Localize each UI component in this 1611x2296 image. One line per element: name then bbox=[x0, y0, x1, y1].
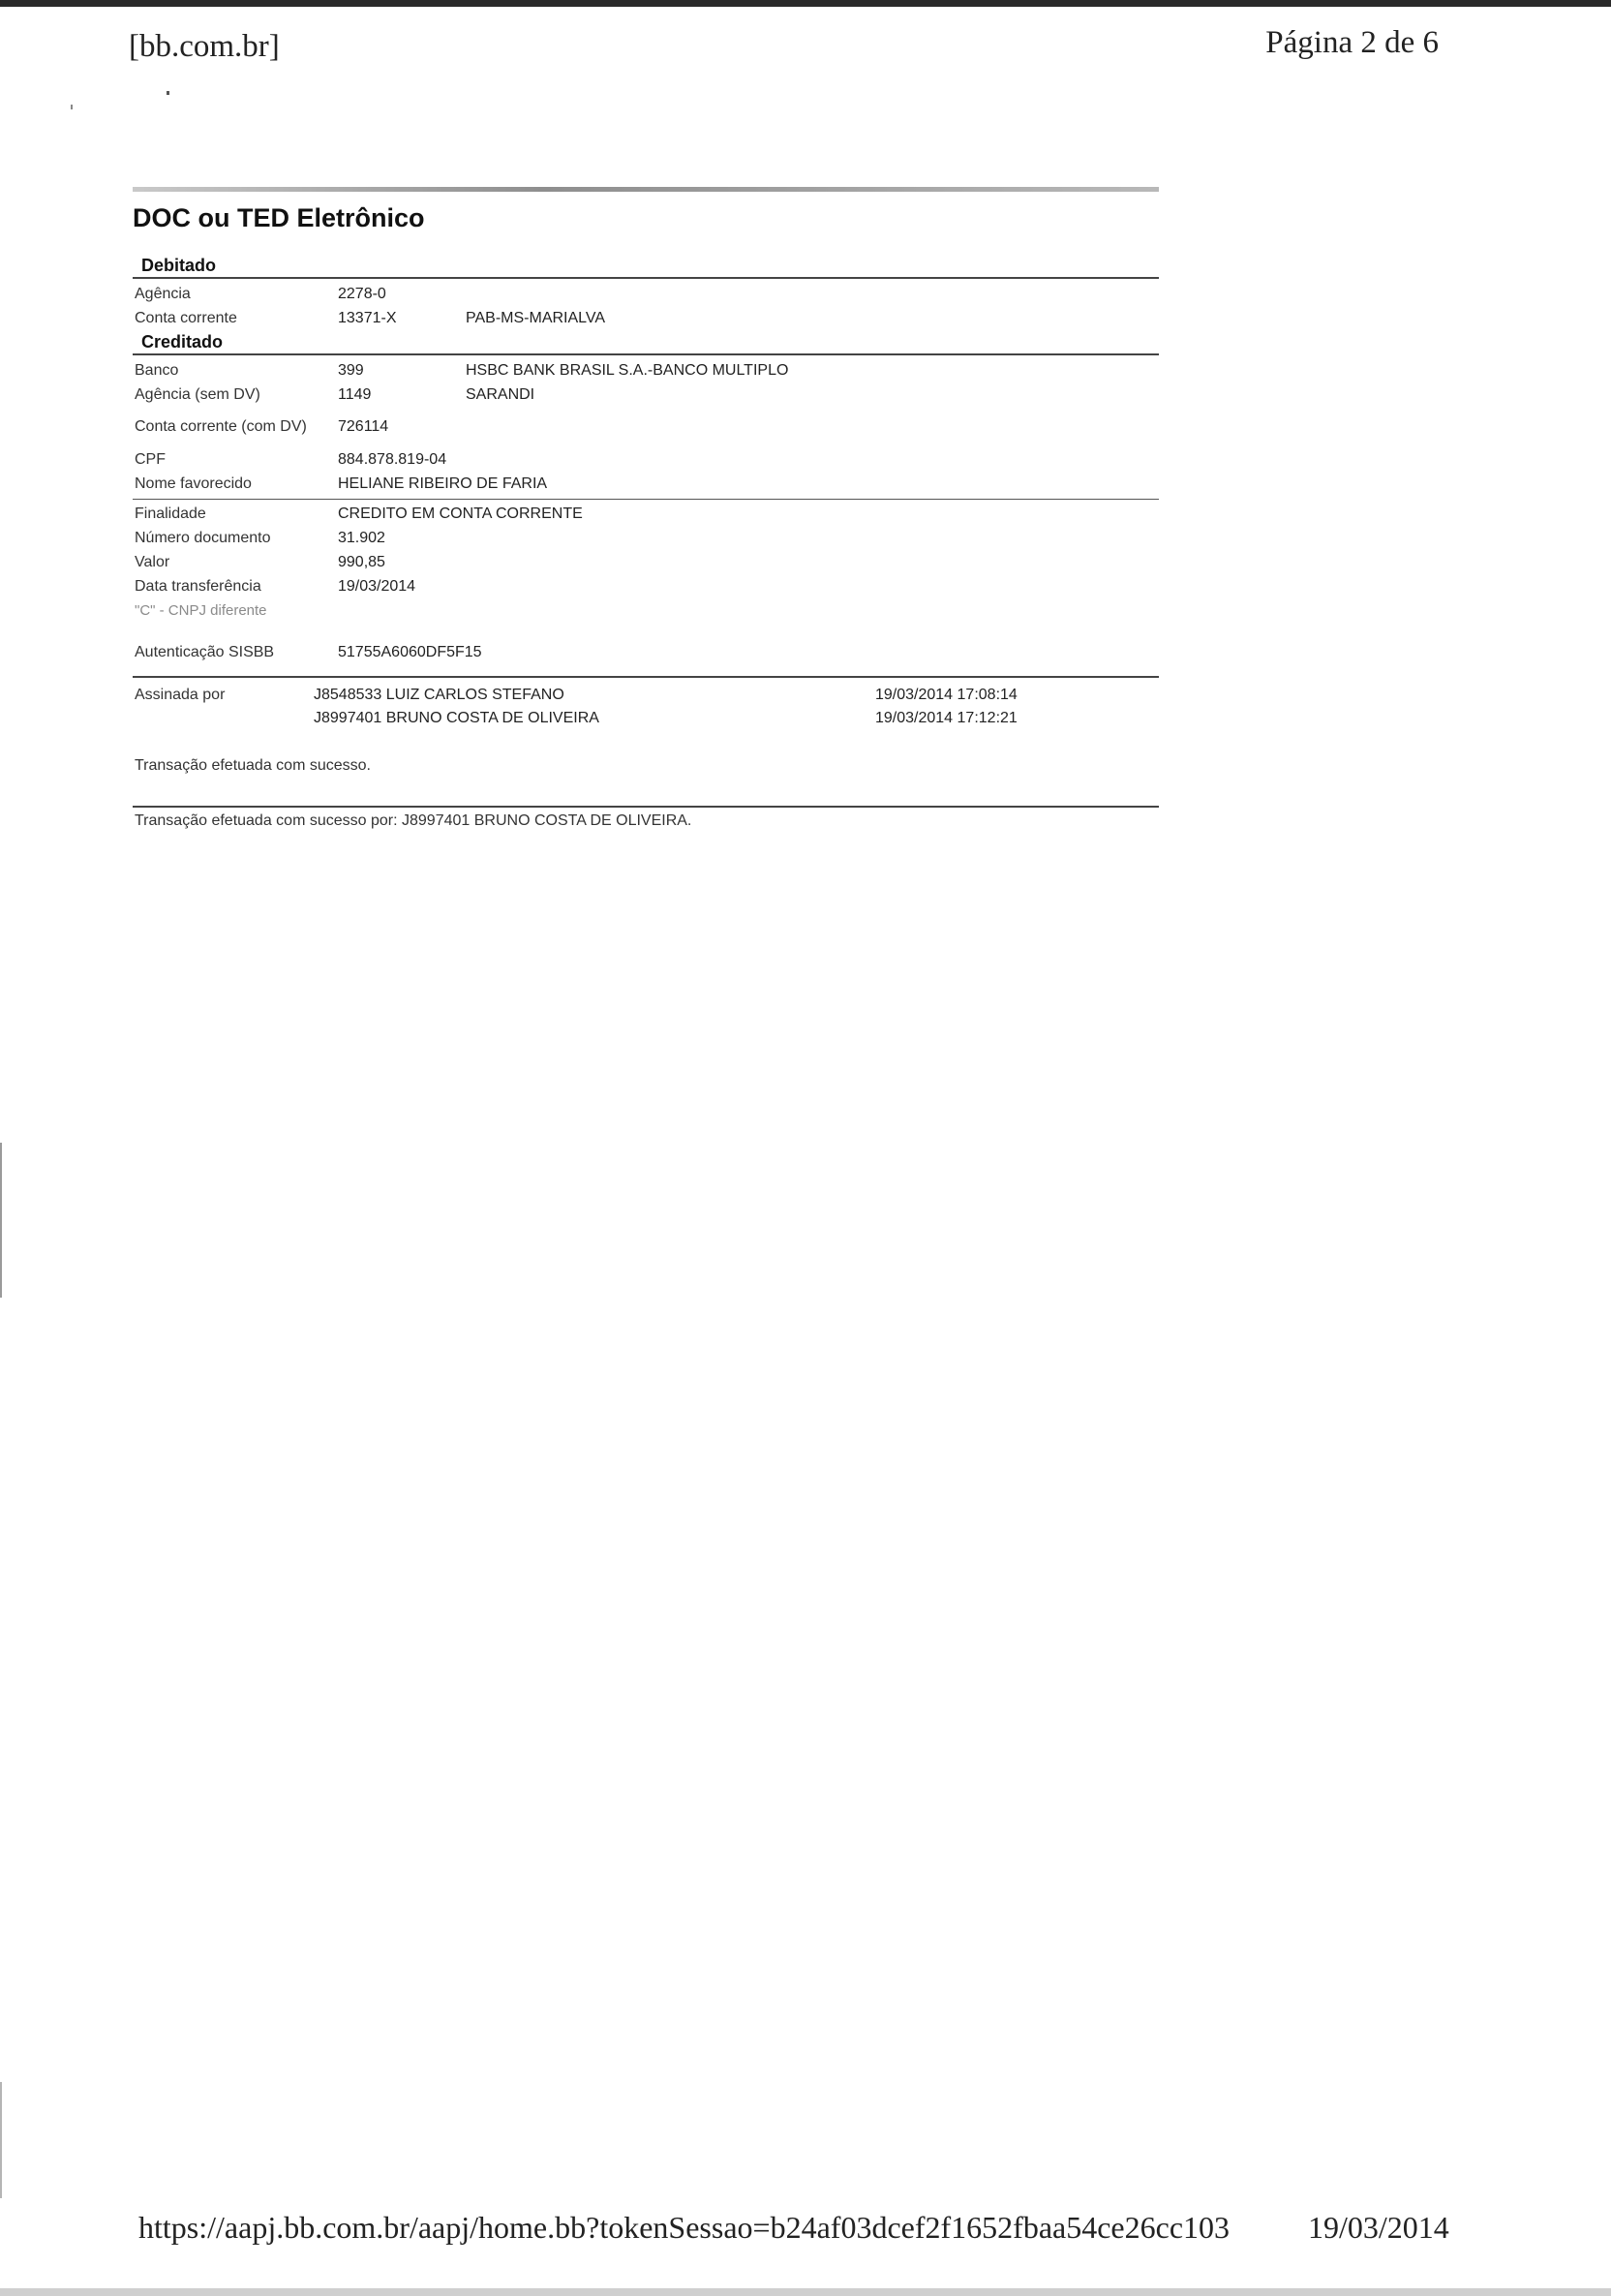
print-footer-url: https://aapj.bb.com.br/aapj/home.bb?tokenSessao=b24af03dcef2f1652fbaa54ce26cc103 bbox=[138, 2210, 1231, 2245]
signer-name: J8997401 BRUNO COSTA DE OLIVEIRA bbox=[314, 710, 599, 726]
scan-edge-mark bbox=[0, 1143, 2, 1298]
field-value: 19/03/2014 bbox=[338, 577, 416, 595]
print-header-site: [bb.com.br] bbox=[129, 29, 280, 64]
section-rule bbox=[133, 806, 1159, 808]
field-value: 31.902 bbox=[338, 529, 385, 546]
signature-datetime: 19/03/2014 17:12:21 bbox=[875, 710, 1018, 726]
field-label: CPF bbox=[135, 450, 166, 468]
title-rule bbox=[133, 187, 1159, 192]
field-row-banco bbox=[133, 358, 1159, 383]
field-label: Data transferência bbox=[135, 577, 261, 595]
section-debitado-heading: Debitado bbox=[141, 256, 217, 275]
field-label: Finalidade bbox=[135, 505, 206, 522]
field-value: 726114 bbox=[338, 418, 389, 435]
field-label: Conta corrente bbox=[135, 309, 237, 326]
field-row-conta-corrente bbox=[133, 306, 1159, 330]
field-value: 884.878.819-04 bbox=[338, 450, 447, 468]
field-value: 2278-0 bbox=[338, 285, 386, 302]
field-value: 13371-X bbox=[338, 309, 397, 326]
field-row-numero-documento bbox=[133, 526, 1159, 550]
field-label: Número documento bbox=[135, 529, 271, 546]
field-label: Conta corrente (com DV) bbox=[135, 418, 307, 435]
field-row-data-transferencia bbox=[133, 574, 1159, 598]
field-row-valor bbox=[133, 550, 1159, 574]
transfer-receipt bbox=[133, 187, 1159, 830]
field-label: Agência (sem DV) bbox=[135, 385, 260, 403]
signer-name: J8548533 LUIZ CARLOS STEFANO bbox=[314, 687, 564, 703]
field-value: HELIANE RIBEIRO DE FARIA bbox=[338, 475, 548, 492]
field-row-cnpj-diferente bbox=[133, 598, 1159, 623]
field-extra: SARANDI bbox=[466, 385, 535, 403]
field-value: 399 bbox=[338, 361, 364, 379]
field-row-nome-favorecido bbox=[133, 472, 1159, 496]
scan-edge-mark bbox=[0, 2082, 2, 2198]
field-row-finalidade bbox=[133, 502, 1159, 526]
authentication-code: 51755A6060DF5F15 bbox=[338, 643, 482, 660]
field-label: Autenticação SISBB bbox=[135, 643, 275, 660]
scan-bottom-border bbox=[0, 2288, 1611, 2296]
field-label: Nome favorecido bbox=[135, 475, 252, 492]
field-value: 1149 bbox=[338, 385, 372, 403]
field-row-agencia bbox=[133, 282, 1159, 306]
signatures-label: Assinada por bbox=[135, 687, 226, 703]
divider bbox=[133, 499, 1159, 500]
signer-names bbox=[314, 684, 875, 730]
section-rule bbox=[133, 277, 1159, 279]
field-extra: PAB-MS-MARIALVA bbox=[466, 309, 606, 326]
print-footer-date: 19/03/2014 bbox=[1308, 2210, 1449, 2245]
field-row-cpf bbox=[133, 447, 1159, 472]
scan-top-border bbox=[0, 0, 1611, 7]
section-rule bbox=[133, 353, 1159, 355]
final-success-message: Transação efetuada com sucesso por: J8997401 BRUNO COSTA DE OLIVEIRA. bbox=[135, 812, 692, 829]
success-message: Transação efetuada com sucesso. bbox=[135, 757, 371, 774]
field-label: Banco bbox=[135, 361, 179, 379]
field-label: Valor bbox=[135, 553, 170, 570]
section-rule bbox=[133, 676, 1159, 678]
field-row-autenticacao bbox=[133, 640, 1159, 664]
field-value: CREDITO EM CONTA CORRENTE bbox=[338, 505, 583, 522]
scan-dot bbox=[167, 91, 169, 95]
field-label: Agência bbox=[135, 285, 191, 302]
field-label: "C" - CNPJ diferente bbox=[135, 601, 267, 619]
section-creditado-heading: Creditado bbox=[141, 332, 224, 352]
receipt-title: DOC ou TED Eletrônico bbox=[133, 203, 425, 232]
field-row-agencia-sem-dv bbox=[133, 383, 1159, 407]
field-extra: HSBC BANK BRASIL S.A.-BANCO MULTIPLO bbox=[466, 361, 789, 379]
field-row-conta-com-dv bbox=[133, 407, 1159, 447]
print-header-page: Página 2 de 6 bbox=[1265, 25, 1439, 60]
signature-datetime: 19/03/2014 17:08:14 bbox=[875, 687, 1018, 703]
signatures-block bbox=[133, 684, 1159, 730]
scan-dot bbox=[71, 105, 73, 109]
field-value: 990,85 bbox=[338, 553, 385, 570]
signer-datetimes bbox=[875, 684, 1159, 730]
